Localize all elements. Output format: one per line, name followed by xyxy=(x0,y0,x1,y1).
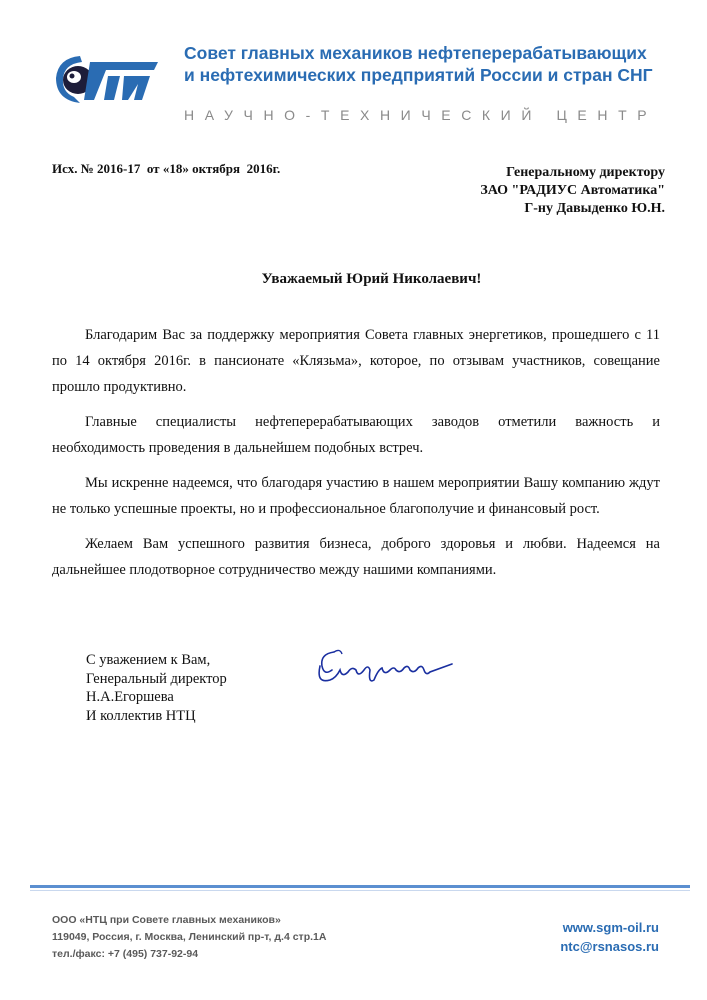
footer-address: 119049, Россия, г. Москва, Ленинский пр-т, д.4 стр.1А xyxy=(52,931,327,943)
recipient-block xyxy=(480,164,665,218)
closing-line: Н.А.Егоршева xyxy=(86,689,174,705)
org-name-line1: Совет главных механиков нефтеперерабатывающих xyxy=(184,43,647,63)
org-name-line2: и нефтехимических предприятий России и стран СНГ xyxy=(184,65,653,85)
recipient-line: ЗАО "РАДИУС Автоматика" xyxy=(480,183,665,198)
recipient-line: Г-ну Давыденко Ю.Н. xyxy=(524,201,665,216)
letter-body xyxy=(52,322,660,592)
outgoing-number: Исх. № 2016-17 от «18» октября 2016г. xyxy=(52,161,281,176)
footer-contacts xyxy=(52,912,326,963)
footer-website-link[interactable]: www.sgm-oil.ru xyxy=(562,920,659,935)
closing-block xyxy=(86,651,227,725)
footer-divider xyxy=(30,885,690,888)
recipient-line: Генеральному директору xyxy=(506,165,665,180)
footer-email-link[interactable]: ntc@rsnasos.ru xyxy=(560,939,659,954)
signature xyxy=(312,640,462,692)
center-subtitle: НАУЧНО-ТЕХНИЧЕСКИЙ ЦЕНТР xyxy=(184,107,658,123)
company-logo xyxy=(50,48,162,110)
footer-phone: тел./факс: +7 (495) 737-92-94 xyxy=(52,948,199,960)
greeting: Уважаемый Юрий Николаевич! xyxy=(261,271,482,287)
org-name xyxy=(184,42,684,86)
closing-line: С уважением к Вам, xyxy=(86,652,211,668)
paragraph: Желаем Вам успешного развития бизнеса, доброго здоровья и любви. Надеемся на дальнейшее плодотворное сотрудничество между нашими компаниями. xyxy=(52,536,660,578)
closing-line: И коллектив НТЦ xyxy=(86,707,196,724)
paragraph: Главные специалисты нефтеперерабатывающих заводов отметили важность и необходимость проведения в дальнейшем подобных встреч. xyxy=(52,414,660,456)
paragraph: Мы искренне надеемся, что благодаря участию в нашем мероприятии Вашу компанию ждут не только успешные проекты, но и профессиональное благополучие и финансовый рост. xyxy=(52,475,660,517)
footer-divider-thin xyxy=(30,890,690,891)
paragraph: Благодарим Вас за поддержку мероприятия Совета главных энергетиков, прошедшего с 11 по 14 октября 2016г. в пансионате «Клязьма», которое, по отзывам участников, совещание прошло продуктивно. xyxy=(52,327,660,395)
footer-web xyxy=(560,918,659,956)
footer-company: ООО «НТЦ при Совете главных механиков» xyxy=(52,914,281,926)
closing-line: Генеральный директор xyxy=(86,670,227,687)
